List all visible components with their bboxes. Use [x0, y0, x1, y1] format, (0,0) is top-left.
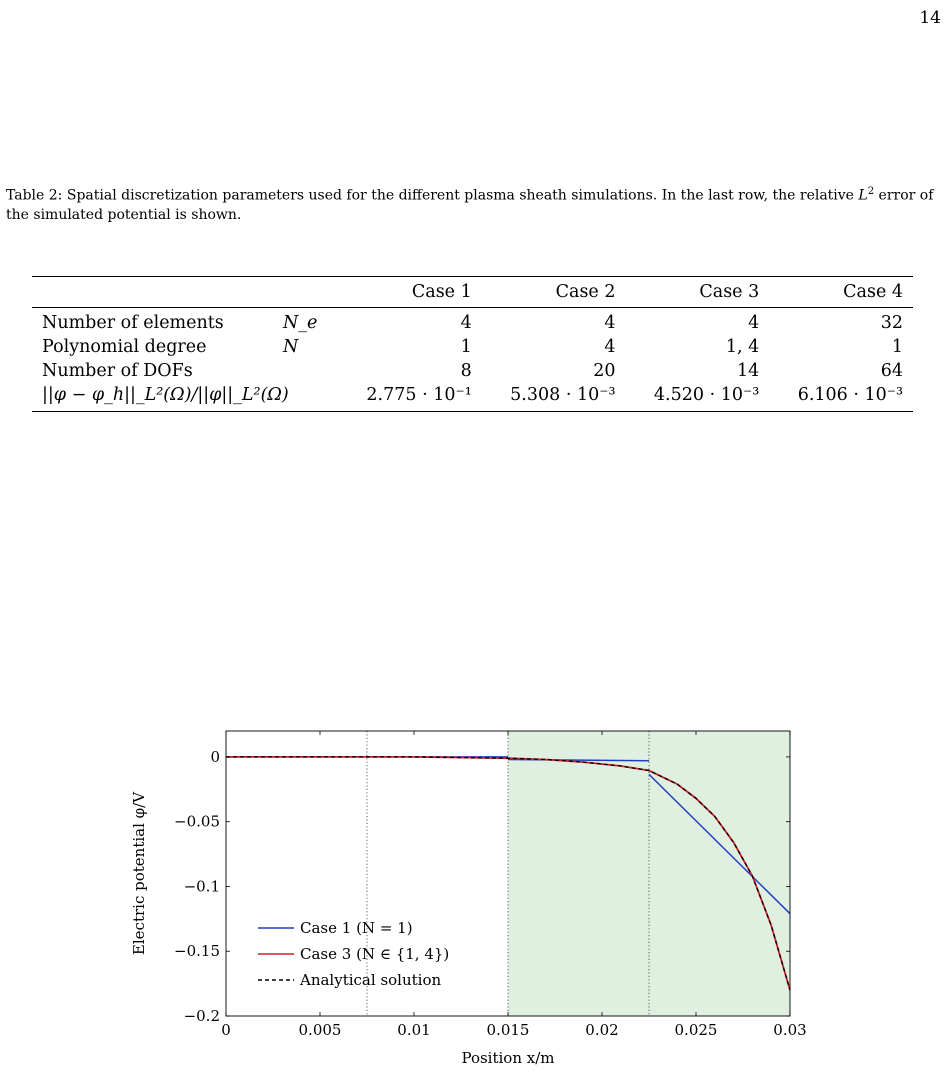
y-tick-label: −0.05	[174, 812, 220, 831]
table-cell: 1	[460, 337, 472, 357]
legend-label: Case 1 (N = 1)	[300, 919, 413, 937]
row-symbol	[273, 359, 338, 383]
table-cell: 4	[604, 313, 616, 333]
table-header-cell: Case 4	[769, 277, 913, 308]
table-cell: 2.775 · 10⁻¹	[338, 383, 482, 412]
table-cell: 4.520 · 10⁻³	[625, 383, 769, 412]
row-label: ||φ − φ_h||_L²(Ω)/||φ||_L²(Ω)	[32, 383, 338, 412]
x-tick-label: 0.005	[298, 1021, 342, 1039]
table-header-cell	[273, 277, 338, 308]
table-header-row	[32, 277, 913, 308]
table-cell: 8	[460, 361, 472, 381]
table-header-cell: Case 2	[482, 277, 626, 308]
x-tick-label: 0.02	[585, 1021, 619, 1039]
caption-l2-sup: 2	[867, 186, 875, 197]
row-symbol: N_e	[282, 313, 318, 333]
potential-plot	[0, 700, 945, 1077]
table-row	[32, 335, 913, 359]
x-axis-label: Position x/m	[461, 1049, 555, 1067]
row-symbol: N	[282, 337, 299, 357]
table-cell: 6.106 · 10⁻³	[769, 383, 913, 412]
y-tick-label: −0.1	[183, 877, 220, 896]
x-tick-label: 0.015	[486, 1021, 530, 1039]
legend-label: Case 3 (N ∈ {1, 4})	[300, 945, 450, 963]
row-label: Number of DOFs	[42, 361, 193, 381]
table-header-cell: Case 1	[338, 277, 482, 308]
y-tick-label: 0	[210, 747, 220, 766]
table-row	[32, 383, 913, 412]
x-tick-label: 0.03	[773, 1021, 807, 1039]
row-label: Polynomial degree	[42, 337, 207, 357]
table-cell: 64	[880, 361, 903, 381]
y-tick-label: −0.2	[183, 1007, 220, 1025]
table-row	[32, 359, 913, 383]
page-number: 14	[919, 8, 941, 28]
table-row	[32, 308, 913, 336]
x-tick-label: 0.025	[674, 1021, 718, 1039]
table-header-cell	[32, 277, 273, 308]
legend-label: Analytical solution	[300, 971, 442, 989]
caption-suffix: error of the simulated potential is shown.	[6, 187, 934, 223]
x-tick-label: 0.01	[397, 1021, 431, 1039]
table-cell: 1, 4	[725, 337, 760, 357]
table-cell: 14	[736, 361, 760, 381]
y-axis-label: Electric potential φ/V	[130, 791, 148, 956]
table-header-cell: Case 3	[625, 277, 769, 308]
row-label: Number of elements	[42, 313, 224, 333]
caption-l2-symbol: L	[858, 187, 868, 204]
table-cell: 4	[460, 313, 472, 333]
table-cell: 20	[593, 361, 616, 381]
table-cell: 4	[604, 337, 616, 357]
table-cell: 4	[748, 313, 760, 333]
x-tick-label: 0	[221, 1021, 231, 1039]
table-cell: 1	[891, 337, 903, 357]
table-cell: 32	[880, 313, 903, 333]
discretization-table	[32, 276, 913, 412]
table-cell: 5.308 · 10⁻³	[482, 383, 626, 412]
y-tick-label: −0.15	[174, 942, 220, 961]
table-caption	[6, 182, 936, 225]
caption-prefix: Table 2: Spatial discretization parameters used for the different plasma sheath simulations. In the last row, the relative	[6, 187, 859, 204]
